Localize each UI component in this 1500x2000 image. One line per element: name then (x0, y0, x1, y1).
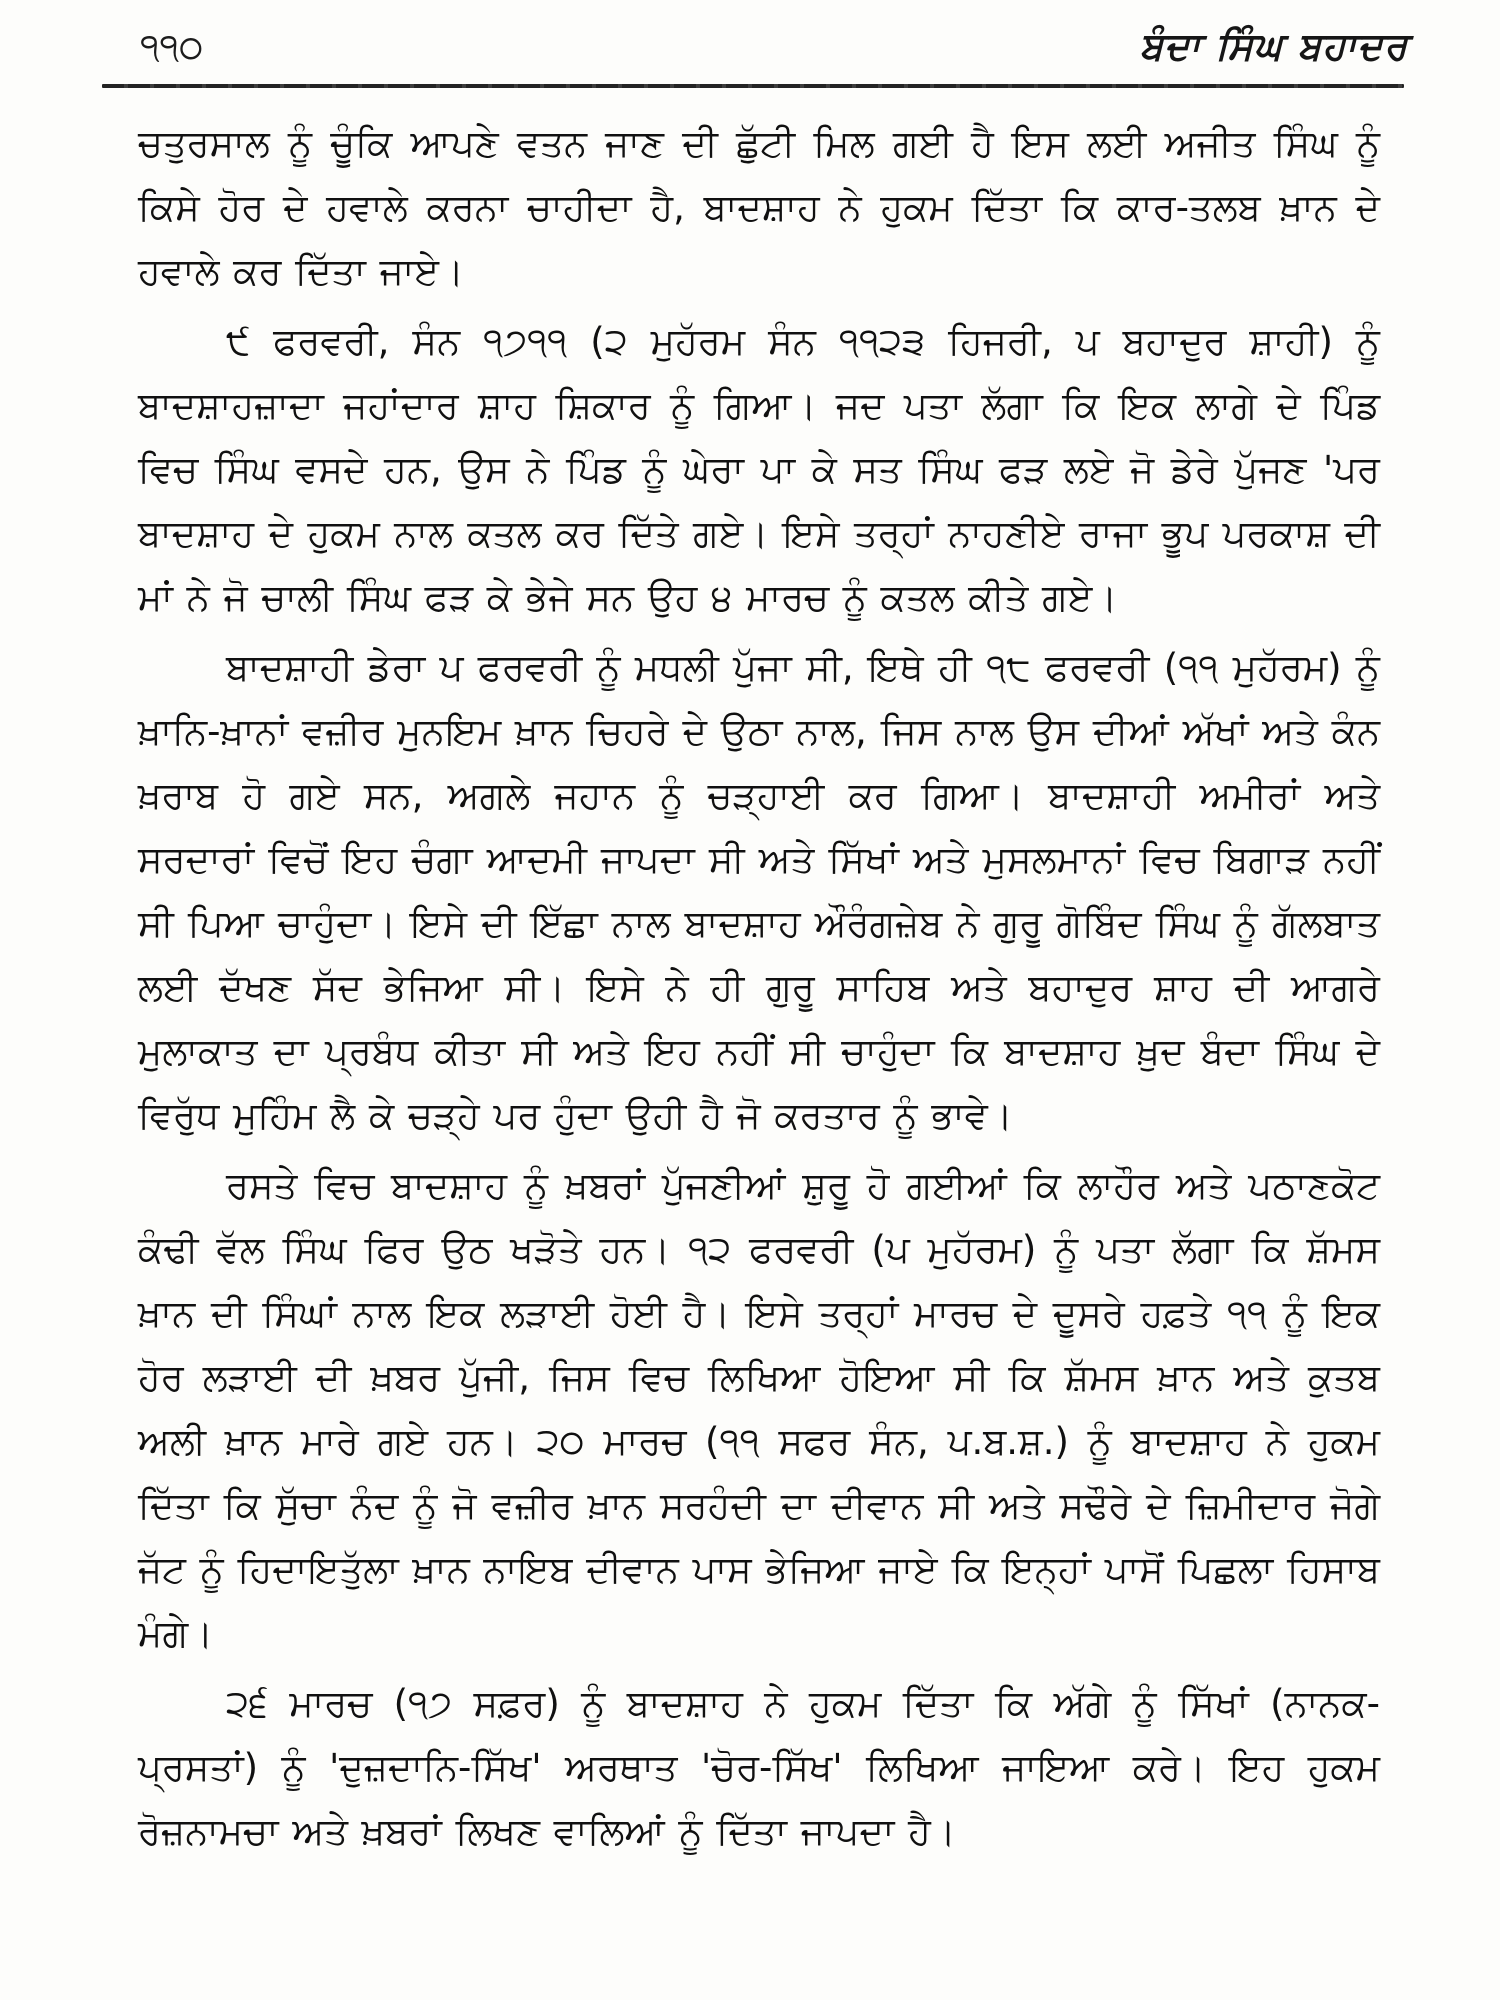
page-header (0, 0, 1500, 68)
paragraph-2: ੯ ਫਰਵਰੀ, ਸੰਨ ੧੭੧੧ (੨ ਮੁਹੱਰਮ ਸੰਨ ੧੧੨੩ ਹਿਜਰੀ, ਪ ਬਹਾਦੁਰ ਸ਼ਾਹੀ) ਨੂੰ ਬਾਦਸ਼ਾਹਜ਼ਾਦਾ ਜਹਾਂਦਾਰ ਸ਼ਾਹ ਸ਼ਿਕਾਰ ਨੂੰ ਗਿਆ। ਜਦ ਪਤਾ ਲੱਗਾ ਕਿ ਇਕ ਲਾਗੇ ਦੇ ਪਿੰਡ ਵਿਚ ਸਿੰਘ ਵਸਦੇ ਹਨ, ਉਸ ਨੇ ਪਿੰਡ ਨੂੰ ਘੇਰਾ ਪਾ ਕੇ ਸਤ ਸਿੰਘ ਫੜ ਲਏ ਜੋ ਡੇਰੇ ਪੁੱਜਣ 'ਪਰ ਬਾਦਸ਼ਾਹ ਦੇ ਹੁਕਮ ਨਾਲ ਕਤਲ ਕਰ ਦਿੱਤੇ ਗਏ। ਇਸੇ ਤਰ੍ਹਾਂ ਨਾਹਣੀਏ ਰਾਜਾ ਭੂਪ ਪਰਕਾਸ਼ ਦੀ ਮਾਂ ਨੇ ਜੋ ਚਾਲੀ ਸਿੰਘ ਫੜ ਕੇ ਭੇਜੇ ਸਨ ਉਹ ੪ ਮਾਰਚ ਨੂੰ ਕਤਲ ਕੀਤੇ ਗਏ। (138, 319, 1380, 619)
paragraph-4: ਰਸਤੇ ਵਿਚ ਬਾਦਸ਼ਾਹ ਨੂੰ ਖ਼ਬਰਾਂ ਪੁੱਜਣੀਆਂ ਸ਼ੁਰੂ ਹੋ ਗਈਆਂ ਕਿ ਲਾਹੌਰ ਅਤੇ ਪਠਾਣਕੋਟ ਕੰਢੀ ਵੱਲ ਸਿੰਘ ਫਿਰ ਉਠ ਖੜੋਤੇ ਹਨ। ੧੨ ਫਰਵਰੀ (ਪ ਮੁਹੱਰਮ) ਨੂੰ ਪਤਾ ਲੱਗਾ ਕਿ ਸ਼ੱਮਸ ਖ਼ਾਨ ਦੀ ਸਿੰਘਾਂ ਨਾਲ ਇਕ ਲੜਾਈ ਹੋਈ ਹੈ। ਇਸੇ ਤਰ੍ਹਾਂ ਮਾਰਚ ਦੇ ਦੂਸਰੇ ਹਫ਼ਤੇ ੧੧ ਨੂੰ ਇਕ ਹੋਰ ਲੜਾਈ ਦੀ ਖ਼ਬਰ ਪੁੱਜੀ, ਜਿਸ ਵਿਚ ਲਿਖਿਆ ਹੋਇਆ ਸੀ ਕਿ ਸ਼ੱਮਸ ਖ਼ਾਨ ਅਤੇ ਕੁਤਬ ਅਲੀ ਖ਼ਾਨ ਮਾਰੇ ਗਏ ਹਨ। ੨੦ ਮਾਰਚ (੧੧ ਸਫਰ ਸੰਨ, ਪ.ਬ.ਸ਼.) ਨੂੰ ਬਾਦਸ਼ਾਹ ਨੇ ਹੁਕਮ ਦਿੱਤਾ ਕਿ ਸੁੱਚਾ ਨੰਦ ਨੂੰ ਜੋ ਵਜ਼ੀਰ ਖ਼ਾਨ ਸਰਹੰਦੀ ਦਾ ਦੀਵਾਨ ਸੀ ਅਤੇ ਸਢੌਰੇ ਦੇ ਜ਼ਿਮੀਦਾਰ ਜੋਗੇ ਜੱਟ ਨੂੰ ਹਿਦਾਇਤੁੱਲਾ ਖ਼ਾਨ ਨਾਇਬ ਦੀਵਾਨ ਪਾਸ ਭੇਜਿਆ ਜਾਏ ਕਿ ਇਨ੍ਹਾਂ ਪਾਸੋਂ ਪਿਛਲਾ ਹਿਸਾਬ ਮੰਗੇ। (138, 1163, 1380, 1655)
running-title: ਬੰਦਾ ਸਿੰਘ ਬਹਾਦਰ (1139, 24, 1408, 68)
paragraph-3: ਬਾਦਸ਼ਾਹੀ ਡੇਰਾ ਪ ਫਰਵਰੀ ਨੂੰ ਮਧਲੀ ਪੁੱਜਾ ਸੀ, ਇਥੇ ਹੀ ੧੮ ਫਰਵਰੀ (੧੧ ਮੁਹੱਰਮ) ਨੂੰ ਖ਼ਾਨਿ-ਖ਼ਾਨਾਂ ਵਜ਼ੀਰ ਮੁਨਇਮ ਖ਼ਾਨ ਚਿਹਰੇ ਦੇ ਉਠਾ ਨਾਲ, ਜਿਸ ਨਾਲ ਉਸ ਦੀਆਂ ਅੱਖਾਂ ਅਤੇ ਕੰਨ ਖ਼ਰਾਬ ਹੋ ਗਏ ਸਨ, ਅਗਲੇ ਜਹਾਨ ਨੂੰ ਚੜ੍ਹਾਈ ਕਰ ਗਿਆ। ਬਾਦਸ਼ਾਹੀ ਅਮੀਰਾਂ ਅਤੇ ਸਰਦਾਰਾਂ ਵਿਚੋਂ ਇਹ ਚੰਗਾ ਆਦਮੀ ਜਾਪਦਾ ਸੀ ਅਤੇ ਸਿੱਖਾਂ ਅਤੇ ਮੁਸਲਮਾਨਾਂ ਵਿਚ ਬਿਗਾੜ ਨਹੀਂ ਸੀ ਪਿਆ ਚਾਹੁੰਦਾ। ਇਸੇ ਦੀ ਇੱਛਾ ਨਾਲ ਬਾਦਸ਼ਾਹ ਔਰੰਗਜ਼ੇਬ ਨੇ ਗੁਰੂ ਗੋਬਿੰਦ ਸਿੰਘ ਨੂੰ ਗੱਲਬਾਤ ਲਈ ਦੱਖਣ ਸੱਦ ਭੇਜਿਆ ਸੀ। ਇਸੇ ਨੇ ਹੀ ਗੁਰੂ ਸਾਹਿਬ ਅਤੇ ਬਹਾਦੁਰ ਸ਼ਾਹ ਦੀ ਆਗਰੇ ਮੁਲਾਕਾਤ ਦਾ ਪ੍ਰਬੰਧ ਕੀਤਾ ਸੀ ਅਤੇ ਇਹ ਨਹੀਂ ਸੀ ਚਾਹੁੰਦਾ ਕਿ ਬਾਦਸ਼ਾਹ ਖ਼ੁਦ ਬੰਦਾ ਸਿੰਘ ਦੇ ਵਿਰੁੱਧ ਮੁਹਿੰਮ ਲੈ ਕੇ ਚੜ੍ਹੇ ਪਰ ਹੁੰਦਾ ਉਹੀ ਹੈ ਜੋ ਕਰਤਾਰ ਨੂੰ ਭਾਵੇ। (138, 645, 1380, 1137)
paragraph-5: ੨੬ ਮਾਰਚ (੧੭ ਸਫ਼ਰ) ਨੂੰ ਬਾਦਸ਼ਾਹ ਨੇ ਹੁਕਮ ਦਿੱਤਾ ਕਿ ਅੱਗੇ ਨੂੰ ਸਿੱਖਾਂ (ਨਾਨਕ-ਪ੍ਰਸਤਾਂ) ਨੂੰ 'ਦੁਜ਼ਦਾਨਿ-ਸਿੱਖ' ਅਰਥਾਤ 'ਚੋਰ-ਸਿੱਖ' ਲਿਖਿਆ ਜਾਇਆ ਕਰੇ। ਇਹ ਹੁਕਮ ਰੋਜ਼ਨਾਮਚਾ ਅਤੇ ਖ਼ਬਰਾਂ ਲਿਖਣ ਵਾਲਿਆਂ ਨੂੰ ਦਿੱਤਾ ਜਾਪਦਾ ਹੈ। (138, 1681, 1380, 1853)
page-body (0, 88, 1500, 1864)
paragraph-1: ਚਤੁਰਸਾਲ ਨੂੰ ਚੂੰਕਿ ਆਪਣੇ ਵਤਨ ਜਾਣ ਦੀ ਛੁੱਟੀ ਮਿਲ ਗਈ ਹੈ ਇਸ ਲਈ ਅਜੀਤ ਸਿੰਘ ਨੂੰ ਕਿਸੇ ਹੋਰ ਦੇ ਹਵਾਲੇ ਕਰਨਾ ਚਾਹੀਦਾ ਹੈ, ਬਾਦਸ਼ਾਹ ਨੇ ਹੁਕਮ ਦਿੱਤਾ ਕਿ ਕਾਰ-ਤਲਬ ਖ਼ਾਨ ਦੇ ਹਵਾਲੇ ਕਰ ਦਿੱਤਾ ਜਾਏ। (138, 121, 1380, 293)
page-number: ੧੧੦ (140, 27, 204, 69)
